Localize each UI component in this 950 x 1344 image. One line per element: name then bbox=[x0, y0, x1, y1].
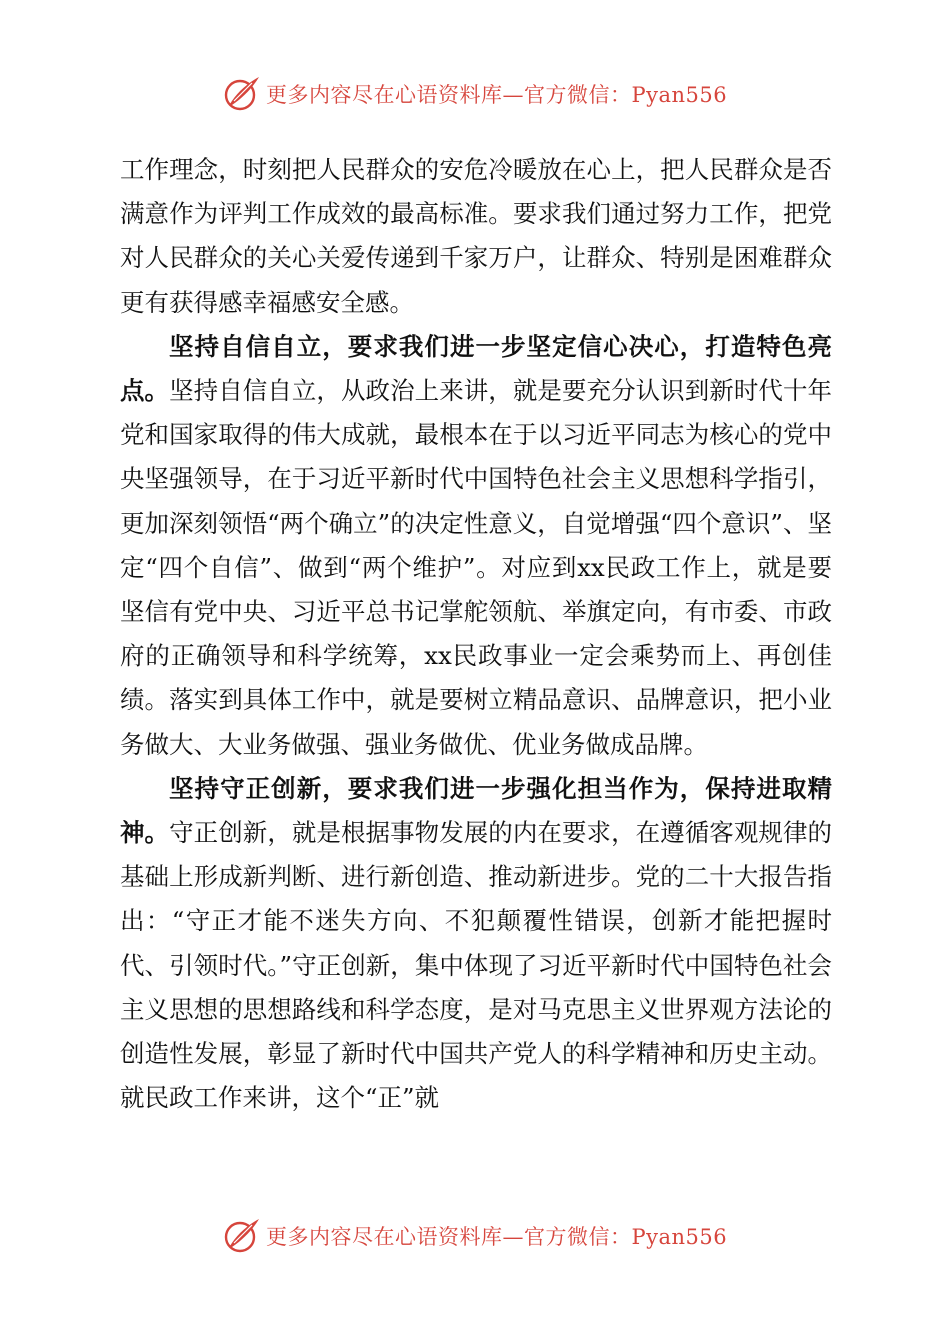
paragraph-heading: 坚持守正创新，要求我们进一步强化担当作为，保持进取精神。 bbox=[120, 773, 832, 848]
document-body bbox=[120, 148, 832, 1120]
feather-pen-icon bbox=[222, 1216, 262, 1256]
paragraph-body: 工作理念，时刻把人民群众的安危冷暖放在心上，把人民群众是否满意作为评判工作成效的最高标准。要求我们通过努力工作，把党对人民群众的关心关爱传递到千家万户，让群众、特别是困难群众更有获得感幸福感安全感。 bbox=[120, 155, 832, 317]
paragraph-body: 坚持自信自立，从政治上来讲，就是要充分认识到新时代十年党和国家取得的伟大成就，最根本在于以习近平同志为核心的党中央坚强领导，在于习近平新时代中国特色社会主义思想科学指引，更加深刻领悟“两个确立”的决定性意义，自觉增强“四个意识”、坚定“四个自信”、做到“两个维护”。对应到xx民政工作上，就是要坚信有党中央、习近平总书记掌舵领航、举旗定向，有市委、市政府的正确领导和科学统筹，xx民政事业一定会乘势而上、再创佳绩。落实到具体工作中，就是要树立精品意识、品牌意识，把小业务做大、大业务做强、强业务做优、优业务做成品牌。 bbox=[120, 376, 832, 759]
paragraph bbox=[120, 325, 832, 767]
footer-watermark-text: 更多内容尽在心语资料库—官方微信：Pyan556 bbox=[266, 1225, 728, 1249]
header-watermark bbox=[222, 74, 742, 114]
paragraph-body: 守正创新，就是根据事物发展的内在要求，在遵循客观规律的基础上形成新判断、进行新创造、推动新进步。党的二十大报告指出：“守正才能不迷失方向、不犯颠覆性错误，创新才能把握时代、引领时代。”守正创新，集中体现了习近平新时代中国特色社会主义思想的思想路线和科学态度，是对马克思主义世界观方法论的创造性发展，彰显了新时代中国共产党人的科学精神和历史主动。就民政工作来讲，这个“正”就 bbox=[120, 818, 832, 1113]
footer-watermark bbox=[222, 1216, 742, 1256]
paragraph bbox=[120, 767, 832, 1121]
feather-pen-icon bbox=[222, 74, 262, 114]
paragraph-heading: 坚持自信自立，要求我们进一步坚定信心决心，打造特色亮点。 bbox=[120, 331, 832, 406]
paragraph bbox=[120, 148, 832, 325]
header-watermark-text: 更多内容尽在心语资料库—官方微信：Pyan556 bbox=[266, 83, 728, 107]
